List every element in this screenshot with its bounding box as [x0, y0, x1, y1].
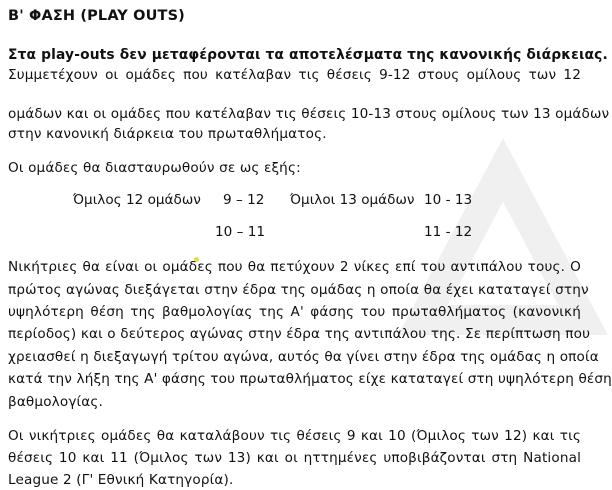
- group-13-pair-1: 10 - 13: [424, 192, 473, 208]
- paragraph-2-line-2: πρώτος αγώνας διεξάγεται στην έδρα της ομάδας η οποία θα έχει καταταγεί στην: [8, 282, 589, 298]
- group-12-pair-2: 10 – 11: [215, 224, 266, 240]
- group-13-pair-2: 11 - 12: [424, 224, 473, 240]
- paragraph-2-line-3: υψηλότερη θέση της βαθμολογίας της Α' φάσης του πρωταθλήματος (κανονική: [8, 304, 581, 320]
- paragraph-2-line-6: κατά την λήξη της Α' φάσης του πρωταθλήματος είχε καταταγεί στη υψηλότερη θέση: [8, 371, 612, 387]
- paragraph-3-line-2: θέσεις 10 και 11 (Όμιλος των 13) και οι ηττημένες υποβιβάζονται στη National: [8, 450, 581, 466]
- pairings-intro: Οι ομάδες θα διασταυρωθούν σε ως εξής:: [8, 160, 301, 176]
- group-13-label: Όμιλοι 13 ομάδων: [290, 192, 415, 208]
- paragraph-1-line-1: Συμμετέχουν οι ομάδες που κατέλαβαν τις θέσεις 9-12 στους ομίλους των 12: [8, 67, 581, 83]
- group-12-pair-1: 9 – 12: [223, 192, 265, 208]
- paragraph-2-line-4: περίοδος) και ο δεύτερος αγώνας στην έδρα της αντιπάλου της. Σε περίπτωση που: [8, 326, 591, 342]
- paragraph-2-line-7: βαθμολογίας.: [8, 394, 103, 410]
- paragraph-3-line-3: League 2 (Γ' Εθνική Κατηγορία).: [8, 472, 234, 488]
- paragraph-3-line-1: Οι νικήτριες ομάδες θα καταλάβουν τις θέσεις 9 και 10 (Όμιλος των 12) και τις: [8, 428, 581, 444]
- paragraph-2-line-1: Νικήτριες θα είναι οι ομάδες που θα πετύχουν 2 νίκες επί του αντιπάλου τους. Ο: [8, 259, 581, 275]
- bold-notice: Στα play-outs δεν μεταφέρονται τα αποτελέσματα της κανονικής διάρκειας.: [8, 47, 608, 63]
- section-heading: Β' ΦΑΣΗ (PLAY OUTS): [8, 8, 185, 24]
- paragraph-1-line-3: στην κανονική διάρκεια του πρωταθλήματος.: [8, 126, 327, 142]
- group-12-label: Όμιλος 12 ομάδων: [73, 192, 201, 208]
- paragraph-1-line-2: ομάδων και οι ομάδες που κατέλαβαν τις θέσεις 10-13 στους ομίλους των 13 ομάδων: [8, 106, 610, 122]
- paragraph-2-line-5: χρειασθεί η διεξαγωγή τρίτου αγώνα, αυτός θα γίνει στην έδρα της ομάδας η οποία: [8, 349, 599, 365]
